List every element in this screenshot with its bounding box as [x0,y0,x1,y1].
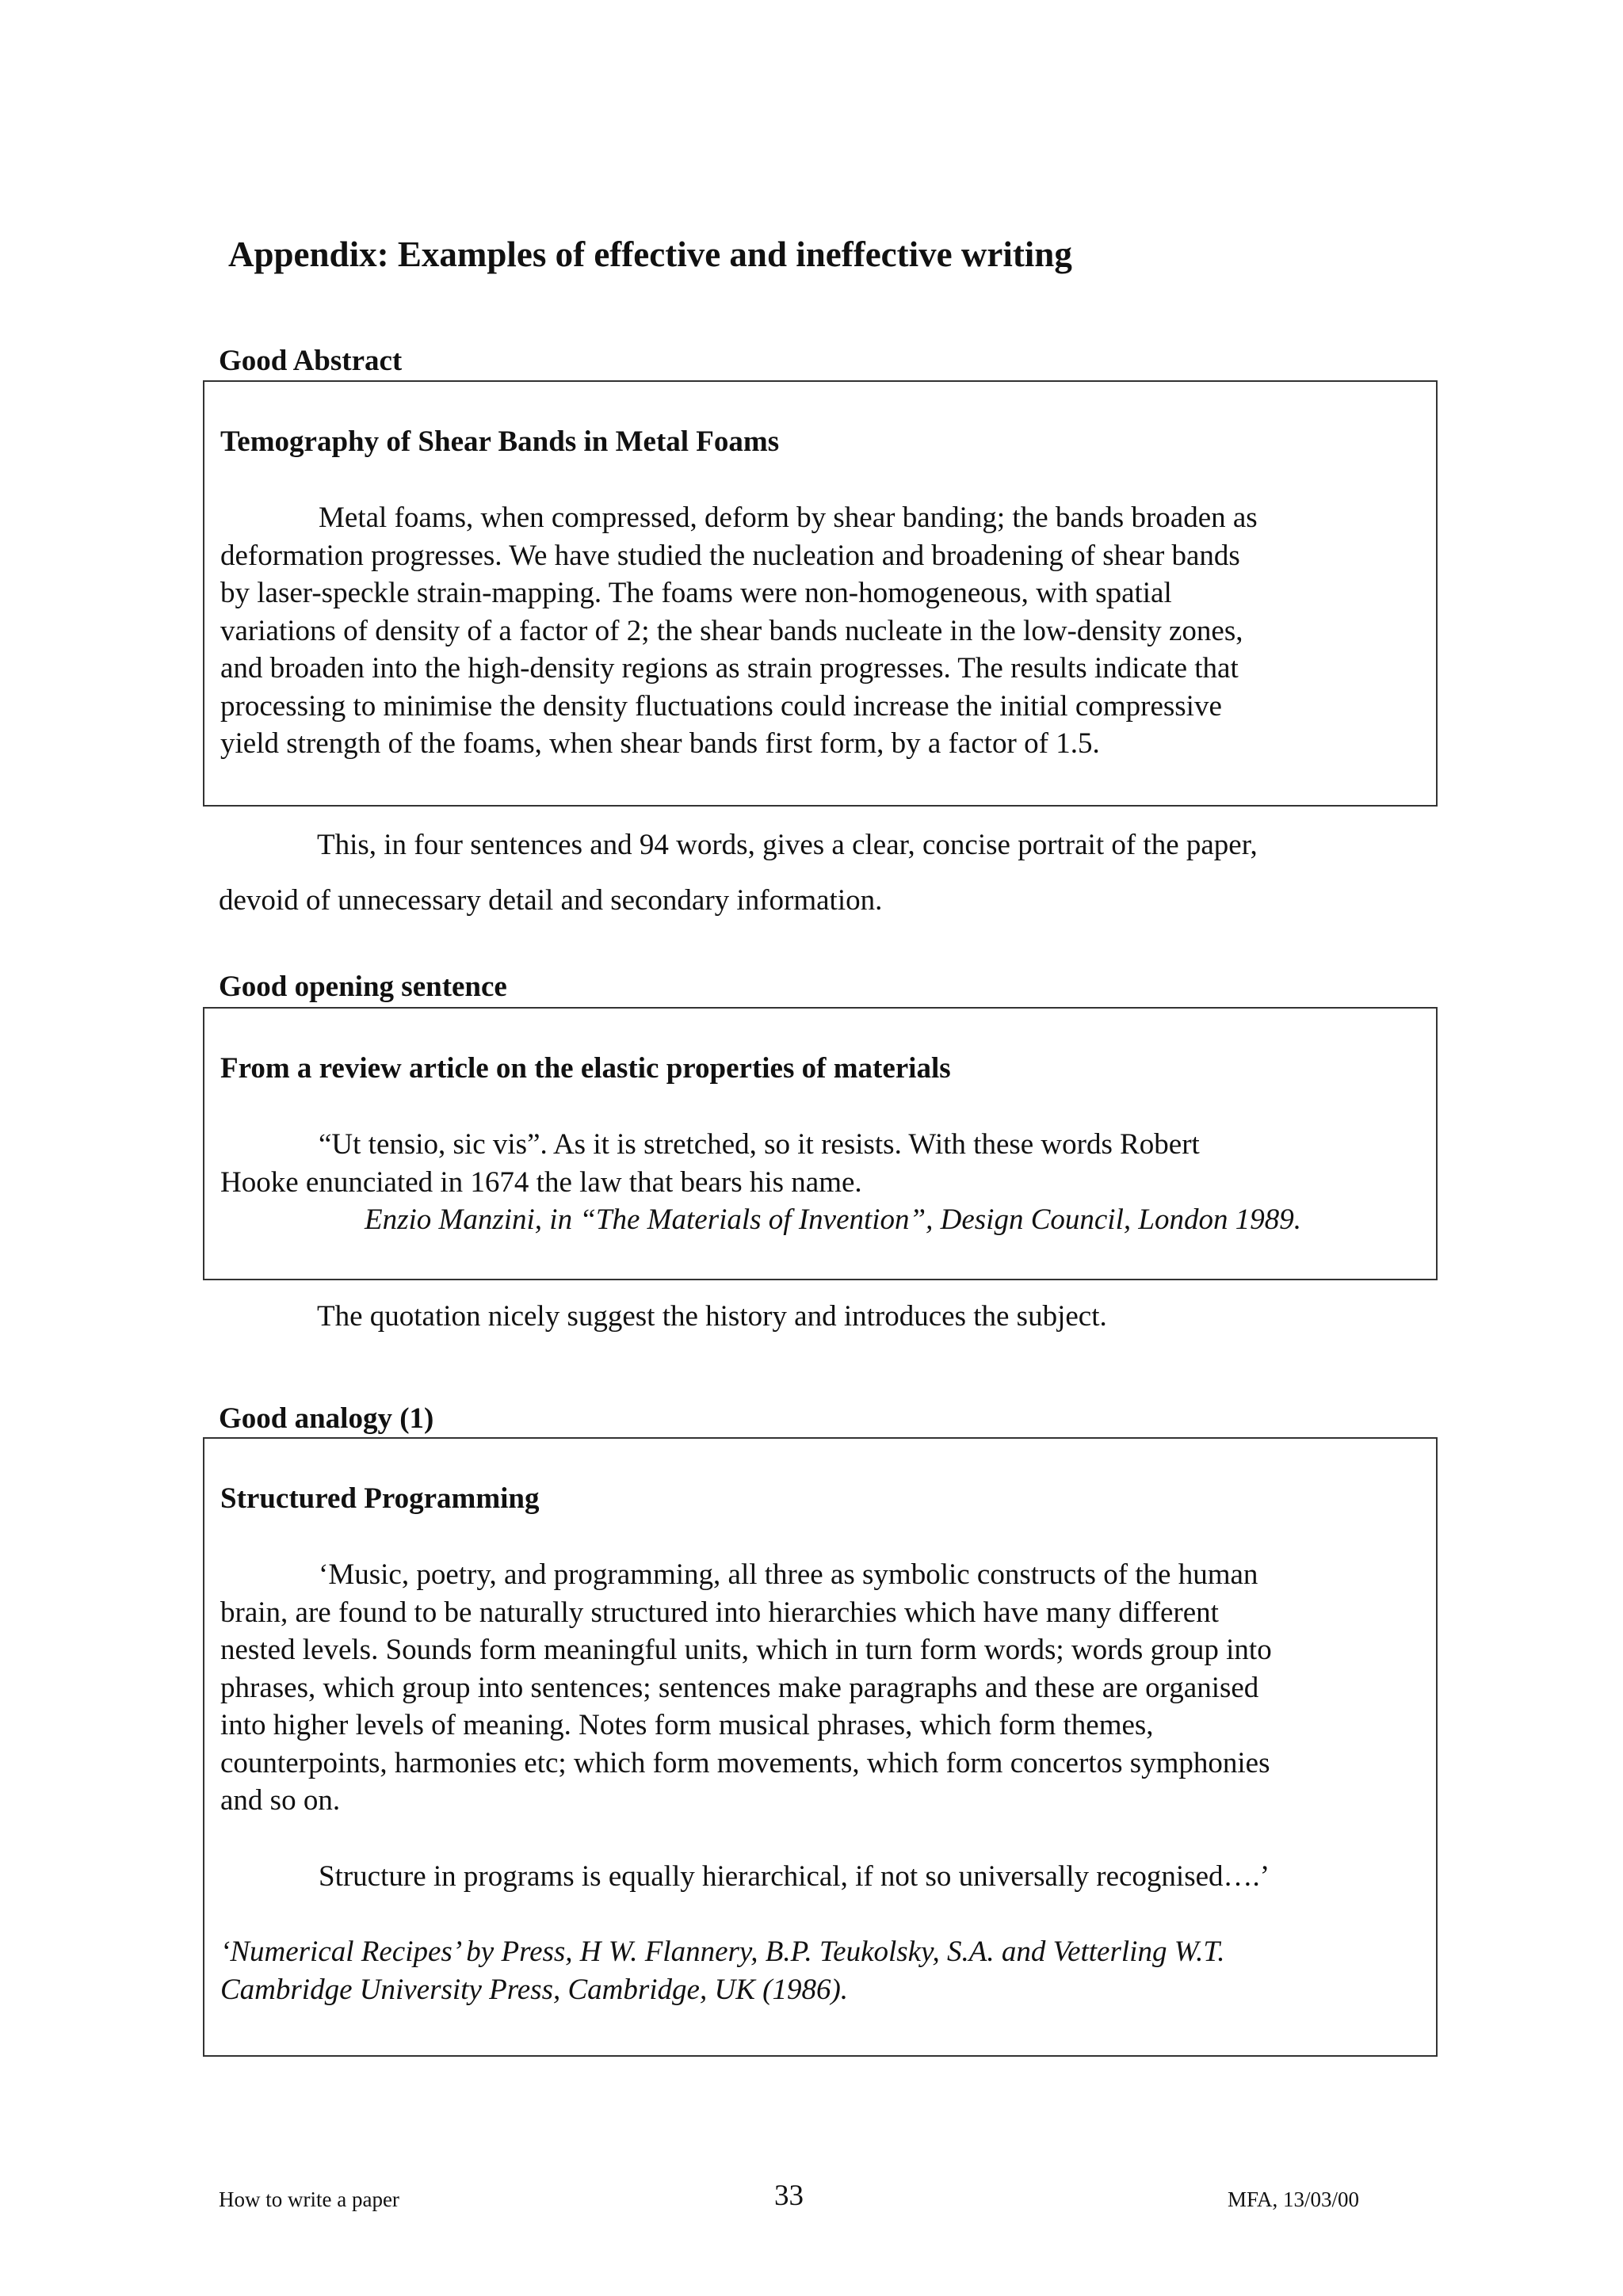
analogy-box-title: Structured Programming [220,1482,540,1515]
abstract-line: processing to minimise the density fluctuations could increase the initial compressive [220,689,1222,723]
analogy-text [220,1556,1425,1820]
analogy-line: counterpoints, harmonies etc; which form movements, which form concertos symphonies [220,1746,1270,1779]
page-number: 33 [774,2180,804,2212]
analogy-line: ‘Music, poetry, and programming, all three as symbolic constructs of the human [319,1558,1258,1591]
abstract-line: variations of density of a factor of 2; the shear bands nucleate in the low-density zones, [220,614,1243,647]
abstract-commentary [219,818,1258,929]
analogy-line: into higher levels of meaning. Notes form musical phrases, which form themes, [220,1709,1154,1741]
analogy-line: Structure in programs is equally hierarchical, if not so universally recognised….’ [319,1860,1270,1893]
abstract-line: by laser-speckle strain-mapping. The foams were non-homogeneous, with spatial [220,577,1172,609]
analogy-line: nested levels. Sounds form meaningful units, which in turn form words; words group into [220,1634,1272,1666]
commentary-line: devoid of unnecessary detail and secondary information. [219,884,883,917]
commentary-line: This, in four sentences and 94 words, gives a clear, concise portrait of the paper, [317,829,1258,861]
analogy-line: and so on. [220,1784,341,1817]
abstract-text [220,499,1425,763]
quote-line: “Ut tensio, sic vis”. As it is stretched, so it resists. With these words Robert [319,1128,1200,1161]
good-analogy-box [203,1437,1438,2057]
abstract-line: Metal foams, when compressed, deform by shear banding; the bands broaden as [319,502,1258,534]
section-heading-good-abstract: Good Abstract [219,345,403,377]
good-opening-box [203,1007,1438,1280]
abstract-line: yield strength of the foams, when shear bands first form, by a factor of 1.5. [220,727,1100,760]
footer-left: How to write a paper [219,2187,399,2211]
section-heading-good-opening-sentence: Good opening sentence [219,971,507,1003]
commentary-line: The quotation nicely suggest the history and introduces the subject. [317,1300,1107,1333]
page-title: Appendix: Examples of effective and ineffective writing [228,235,1072,274]
abstract-line: deformation progresses. We have studied the nucleation and broadening of shear bands [220,539,1240,572]
analogy-line: phrases, which group into sentences; sentences make paragraphs and these are organised [220,1671,1259,1704]
quote-line: Hooke enunciated in 1674 the law that bears his name. [220,1165,862,1199]
analogy-line: brain, are found to be naturally structured into hierarchies which have many different [220,1596,1219,1629]
citation-line: ‘Numerical Recipes’ by Press, H W. Flannery, B.P. Teukolsky, S.A. and Vetterling W.T. [220,1936,1225,1968]
opening-box-title: From a review article on the elastic properties of materials [220,1052,951,1085]
analogy-text-continued [220,1858,1425,1896]
citation-line: Cambridge University Press, Cambridge, UK (1986). [220,1973,849,2006]
opening-quote [220,1126,1425,1201]
good-abstract-box [203,380,1438,807]
analogy-citation [220,1933,1425,2008]
abstract-line: and broaden into the high-density regions as strain progresses. The results indicate that [220,652,1239,685]
opening-citation: Enzio Manzini, in “The Materials of Invention”, Design Council, London 1989. [365,1203,1301,1236]
opening-commentary [219,1289,1107,1344]
footer-right: MFA, 13/03/00 [1228,2187,1360,2211]
section-heading-good-analogy: Good analogy (1) [219,1402,434,1435]
abstract-paper-title: Temography of Shear Bands in Metal Foams [220,425,780,458]
